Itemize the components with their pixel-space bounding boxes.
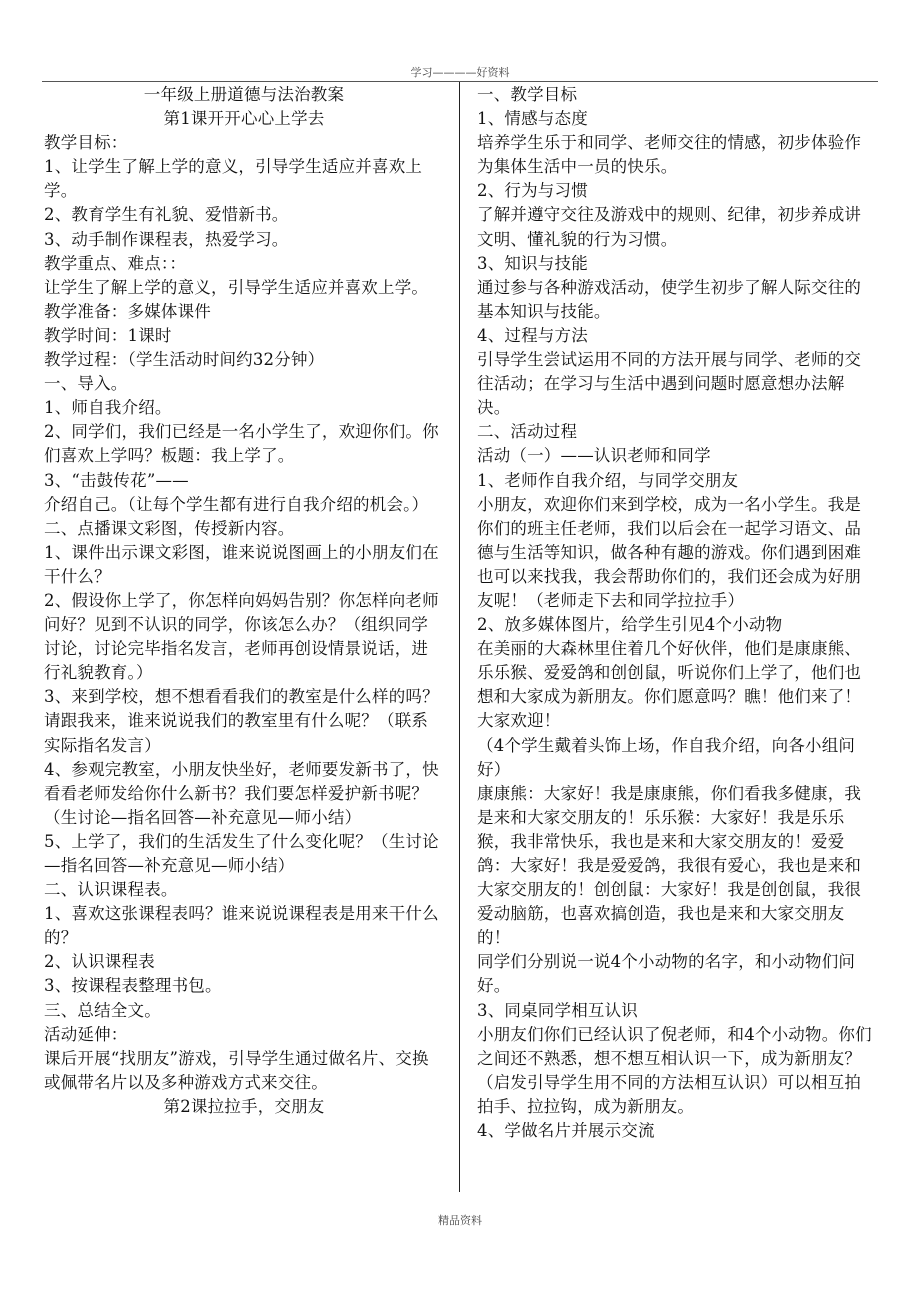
paragraph: 第2课拉拉手，交朋友 [163,1096,325,1116]
paragraph: 1、老师作自我介绍，与同学交朋友 [477,470,739,490]
paragraph: 3、来到学校，想不想看看我们的教室是什么样的吗？请跟我来，谁来说说我们的教室里有什么呢？（联系实际指名发言） [44,687,439,755]
paragraph: 2、同学们，我们已经是一名小学生了，欢迎你们。你们喜欢上学吗？板题：我上学了。 [44,422,439,466]
paragraph: 引导学生尝试运用不同的方法开展与同学、老师的交往活动；在学习与生活中遇到问题时愿意想办法解决。 [477,350,862,418]
paragraph: 4、过程与方法 [477,325,588,345]
paragraph: （4个学生戴着头饰上场，作自我介绍，向各小组问好） [477,735,856,779]
paragraph: 了解并遵守交往及游戏中的规则、纪律，初步养成讲文明、懂礼貌的行为习惯。 [477,205,862,249]
paragraph: 介绍自己。（让每个学生都有进行自我介绍的机会。） [44,494,429,514]
paragraph: 小朋友，欢迎你们来到学校，成为一名小学生。我是你们的班主任老师，我们以后会在一起学习语文、品德与生活等知识，做各种有趣的游戏。你们遇到困难也可以来找我，我会帮助你们的，我们还会成为好朋友呢！（老师走下去和同学拉拉手） [477,494,862,610]
paragraph: 同学们分别说一说4个小动物的名字，和小动物们问好。 [477,952,856,996]
column-divider [459,82,460,1192]
paragraph: 3、“击鼓传花”—— [44,470,189,490]
paragraph: 通过参与各种游戏活动，使学生初步了解人际交往的基本知识与技能。 [477,277,862,321]
paragraph: 1、课件出示课文彩图，谁来说说图画上的小朋友们在干什么？ [44,542,439,586]
paragraph: 活动（一）——认识老师和同学 [477,446,711,466]
paragraph: 二、点播课文彩图，传授新内容。 [44,518,295,538]
paragraph: 2、行为与习惯 [477,181,588,201]
paragraph: 4、学做名片并展示交流 [477,1121,655,1141]
paragraph: 一年级上册道德与法治教案 [143,85,345,104]
paragraph: 2、认识课程表 [44,952,155,972]
paragraph: 2、假设你上学了，你怎样向妈妈告别？你怎样向老师问好？见到不认识的同学，你该怎么办？（组织同学讨论，讨论完毕指名发言，老师再创设情景说话，进行礼貌教育。） [44,590,439,683]
page-footer: 精品资料 [438,1214,482,1227]
paragraph: 3、动手制作课程表，热爱学习。 [44,229,289,249]
paragraph: 教学准备：多媒体课件 [44,301,211,321]
paragraph: 小朋友们你们已经认识了倪老师，和4个小动物。你们之间还不熟悉，想不想互相认识一下，成为新朋友？ [477,1024,872,1068]
paragraph: 教学时间：1课时 [44,325,172,345]
paragraph: 一、教学目标 [477,85,578,104]
paragraph: 教学过程：（学生活动时间约32分钟） [44,350,325,370]
paragraph: 1、师自我介绍。 [44,398,172,418]
paragraph: 教学重点、难点：： [44,253,187,273]
left-column [44,83,444,1119]
paragraph: 活动延伸： [44,1024,128,1044]
paragraph: 3、同桌同学相互认识 [477,1000,638,1020]
right-column [477,83,873,1143]
paragraph: 一、导入。 [44,374,128,394]
paragraph: 2、教育学生有礼貌、爱惜新书。 [44,205,289,225]
paragraph: 二、认识课程表。 [44,880,178,900]
paragraph: 2、放多媒体图片，给学生引见4个小动物 [477,615,783,635]
paragraph: 康康熊：大家好！我是康康熊，你们看我多健康，我是来和大家交朋友的！乐乐猴：大家好！我是乐乐猴，我非常快乐，我也是来和大家交朋友的！爱爱鸽：大家好！我是爱爱鸽，我很有爱心，我也是来和大家交朋友的！创创鼠：大家好！我是创创鼠，我很爱动脑筋，也喜欢搞创造，我也是来和大家交朋友的！ [477,783,862,948]
paragraph: 让学生了解上学的意义，引导学生适应并喜欢上学。 [44,277,429,297]
paragraph: （启发引导学生用不同的方法相互认识）可以相互拍拍手、拉拉钩，成为新朋友。 [477,1072,862,1116]
page-header: 学习————好资料 [410,66,510,79]
paragraph: 3、知识与技能 [477,253,588,273]
paragraph: 1、让学生了解上学的意义，引导学生适应并喜欢上学。 [44,157,423,201]
paragraph: 5、上学了，我们的生活发生了什么变化呢？（生讨论—指名回答—补充意见—师小结） [44,831,439,875]
paragraph: 三、总结全文。 [44,1000,161,1020]
header-divider [42,81,878,82]
paragraph: 教学目标： [44,133,128,153]
paragraph: 1、喜欢这张课程表吗？谁来说说课程表是用来干什么的？ [44,904,439,948]
paragraph: 在美丽的大森林里住着几个好伙伴，他们是康康熊、乐乐猴、爱爱鸽和创创鼠，听说你们上学了，他们也想和大家成为新朋友。你们愿意吗？瞧！他们来了！大家欢迎！ [477,639,862,731]
paragraph: 课后开展“找朋友”游戏，引导学生通过做名片、交换或佩带名片以及多种游戏方式来交往。 [44,1048,429,1092]
paragraph: 3、按课程表整理书包。 [44,976,222,996]
paragraph: 第1课开开心心上学去 [163,109,325,129]
paragraph: 培养学生乐于和同学、老师交往的情感，初步体验作为集体生活中一员的快乐。 [477,133,862,177]
paragraph: 1、情感与态度 [477,109,588,129]
paragraph: 二、活动过程 [477,422,578,442]
paragraph: 4、参观完教室，小朋友快坐好，老师要发新书了，快看看老师发给你什么新书？我们要怎样爱护新书呢？（生讨论—指名回答—补充意见—师小结） [44,759,439,827]
